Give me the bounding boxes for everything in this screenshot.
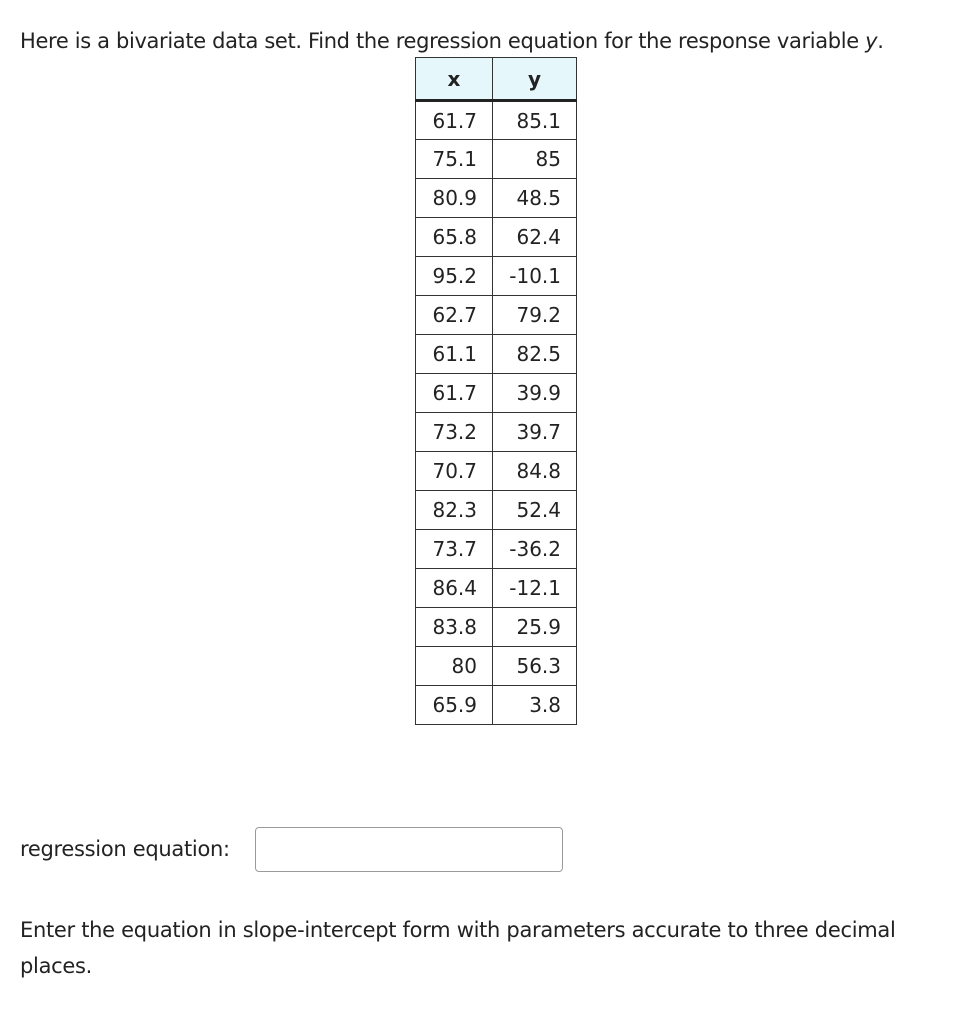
cell-x: 61.7 bbox=[416, 101, 493, 140]
table-row bbox=[416, 140, 577, 179]
response-variable: y bbox=[865, 29, 878, 53]
cell-y: 48.5 bbox=[493, 179, 577, 218]
cell-y: -12.1 bbox=[493, 569, 577, 608]
cell-x: 70.7 bbox=[416, 452, 493, 491]
table-header-row bbox=[416, 58, 577, 101]
cell-y: -10.1 bbox=[493, 257, 577, 296]
cell-x: 73.2 bbox=[416, 413, 493, 452]
cell-y: 39.7 bbox=[493, 413, 577, 452]
cell-y: 79.2 bbox=[493, 296, 577, 335]
cell-y: 3.8 bbox=[493, 686, 577, 725]
data-table bbox=[415, 57, 577, 725]
cell-x: 82.3 bbox=[416, 491, 493, 530]
table-row bbox=[416, 491, 577, 530]
question-period: . bbox=[877, 29, 884, 53]
cell-x: 75.1 bbox=[416, 140, 493, 179]
header-x: x bbox=[416, 58, 493, 101]
table-row bbox=[416, 101, 577, 140]
instructions-text: Enter the equation in slope-intercept form with parameters accurate to three decimal places. bbox=[20, 918, 896, 978]
question-prompt bbox=[20, 26, 884, 56]
cell-x: 61.1 bbox=[416, 335, 493, 374]
cell-x: 65.8 bbox=[416, 218, 493, 257]
cell-x: 80.9 bbox=[416, 179, 493, 218]
cell-y: 56.3 bbox=[493, 647, 577, 686]
cell-y: 62.4 bbox=[493, 218, 577, 257]
cell-x: 86.4 bbox=[416, 569, 493, 608]
header-y: y bbox=[493, 58, 577, 101]
cell-y: 39.9 bbox=[493, 374, 577, 413]
table-row bbox=[416, 413, 577, 452]
cell-y: -36.2 bbox=[493, 530, 577, 569]
table-row bbox=[416, 608, 577, 647]
cell-x: 80 bbox=[416, 647, 493, 686]
table-row bbox=[416, 452, 577, 491]
table-row bbox=[416, 335, 577, 374]
cell-x: 95.2 bbox=[416, 257, 493, 296]
cell-x: 83.8 bbox=[416, 608, 493, 647]
table-row bbox=[416, 296, 577, 335]
table-row bbox=[416, 179, 577, 218]
table-body bbox=[416, 101, 577, 725]
question-text: Here is a bivariate data set. Find the regression equation for the response variable bbox=[20, 29, 866, 53]
table-row bbox=[416, 686, 577, 725]
cell-y: 85 bbox=[493, 140, 577, 179]
cell-x: 65.9 bbox=[416, 686, 493, 725]
table-row bbox=[416, 530, 577, 569]
cell-y: 84.8 bbox=[493, 452, 577, 491]
table-row bbox=[416, 569, 577, 608]
table-row bbox=[416, 218, 577, 257]
table-row bbox=[416, 374, 577, 413]
cell-x: 61.7 bbox=[416, 374, 493, 413]
answer-label: regression equation: bbox=[20, 837, 230, 861]
cell-y: 82.5 bbox=[493, 335, 577, 374]
cell-y: 85.1 bbox=[493, 101, 577, 140]
cell-y: 52.4 bbox=[493, 491, 577, 530]
cell-x: 73.7 bbox=[416, 530, 493, 569]
cell-y: 25.9 bbox=[493, 608, 577, 647]
cell-x: 62.7 bbox=[416, 296, 493, 335]
regression-equation-input[interactable] bbox=[255, 827, 563, 872]
table-row bbox=[416, 647, 577, 686]
table-row bbox=[416, 257, 577, 296]
